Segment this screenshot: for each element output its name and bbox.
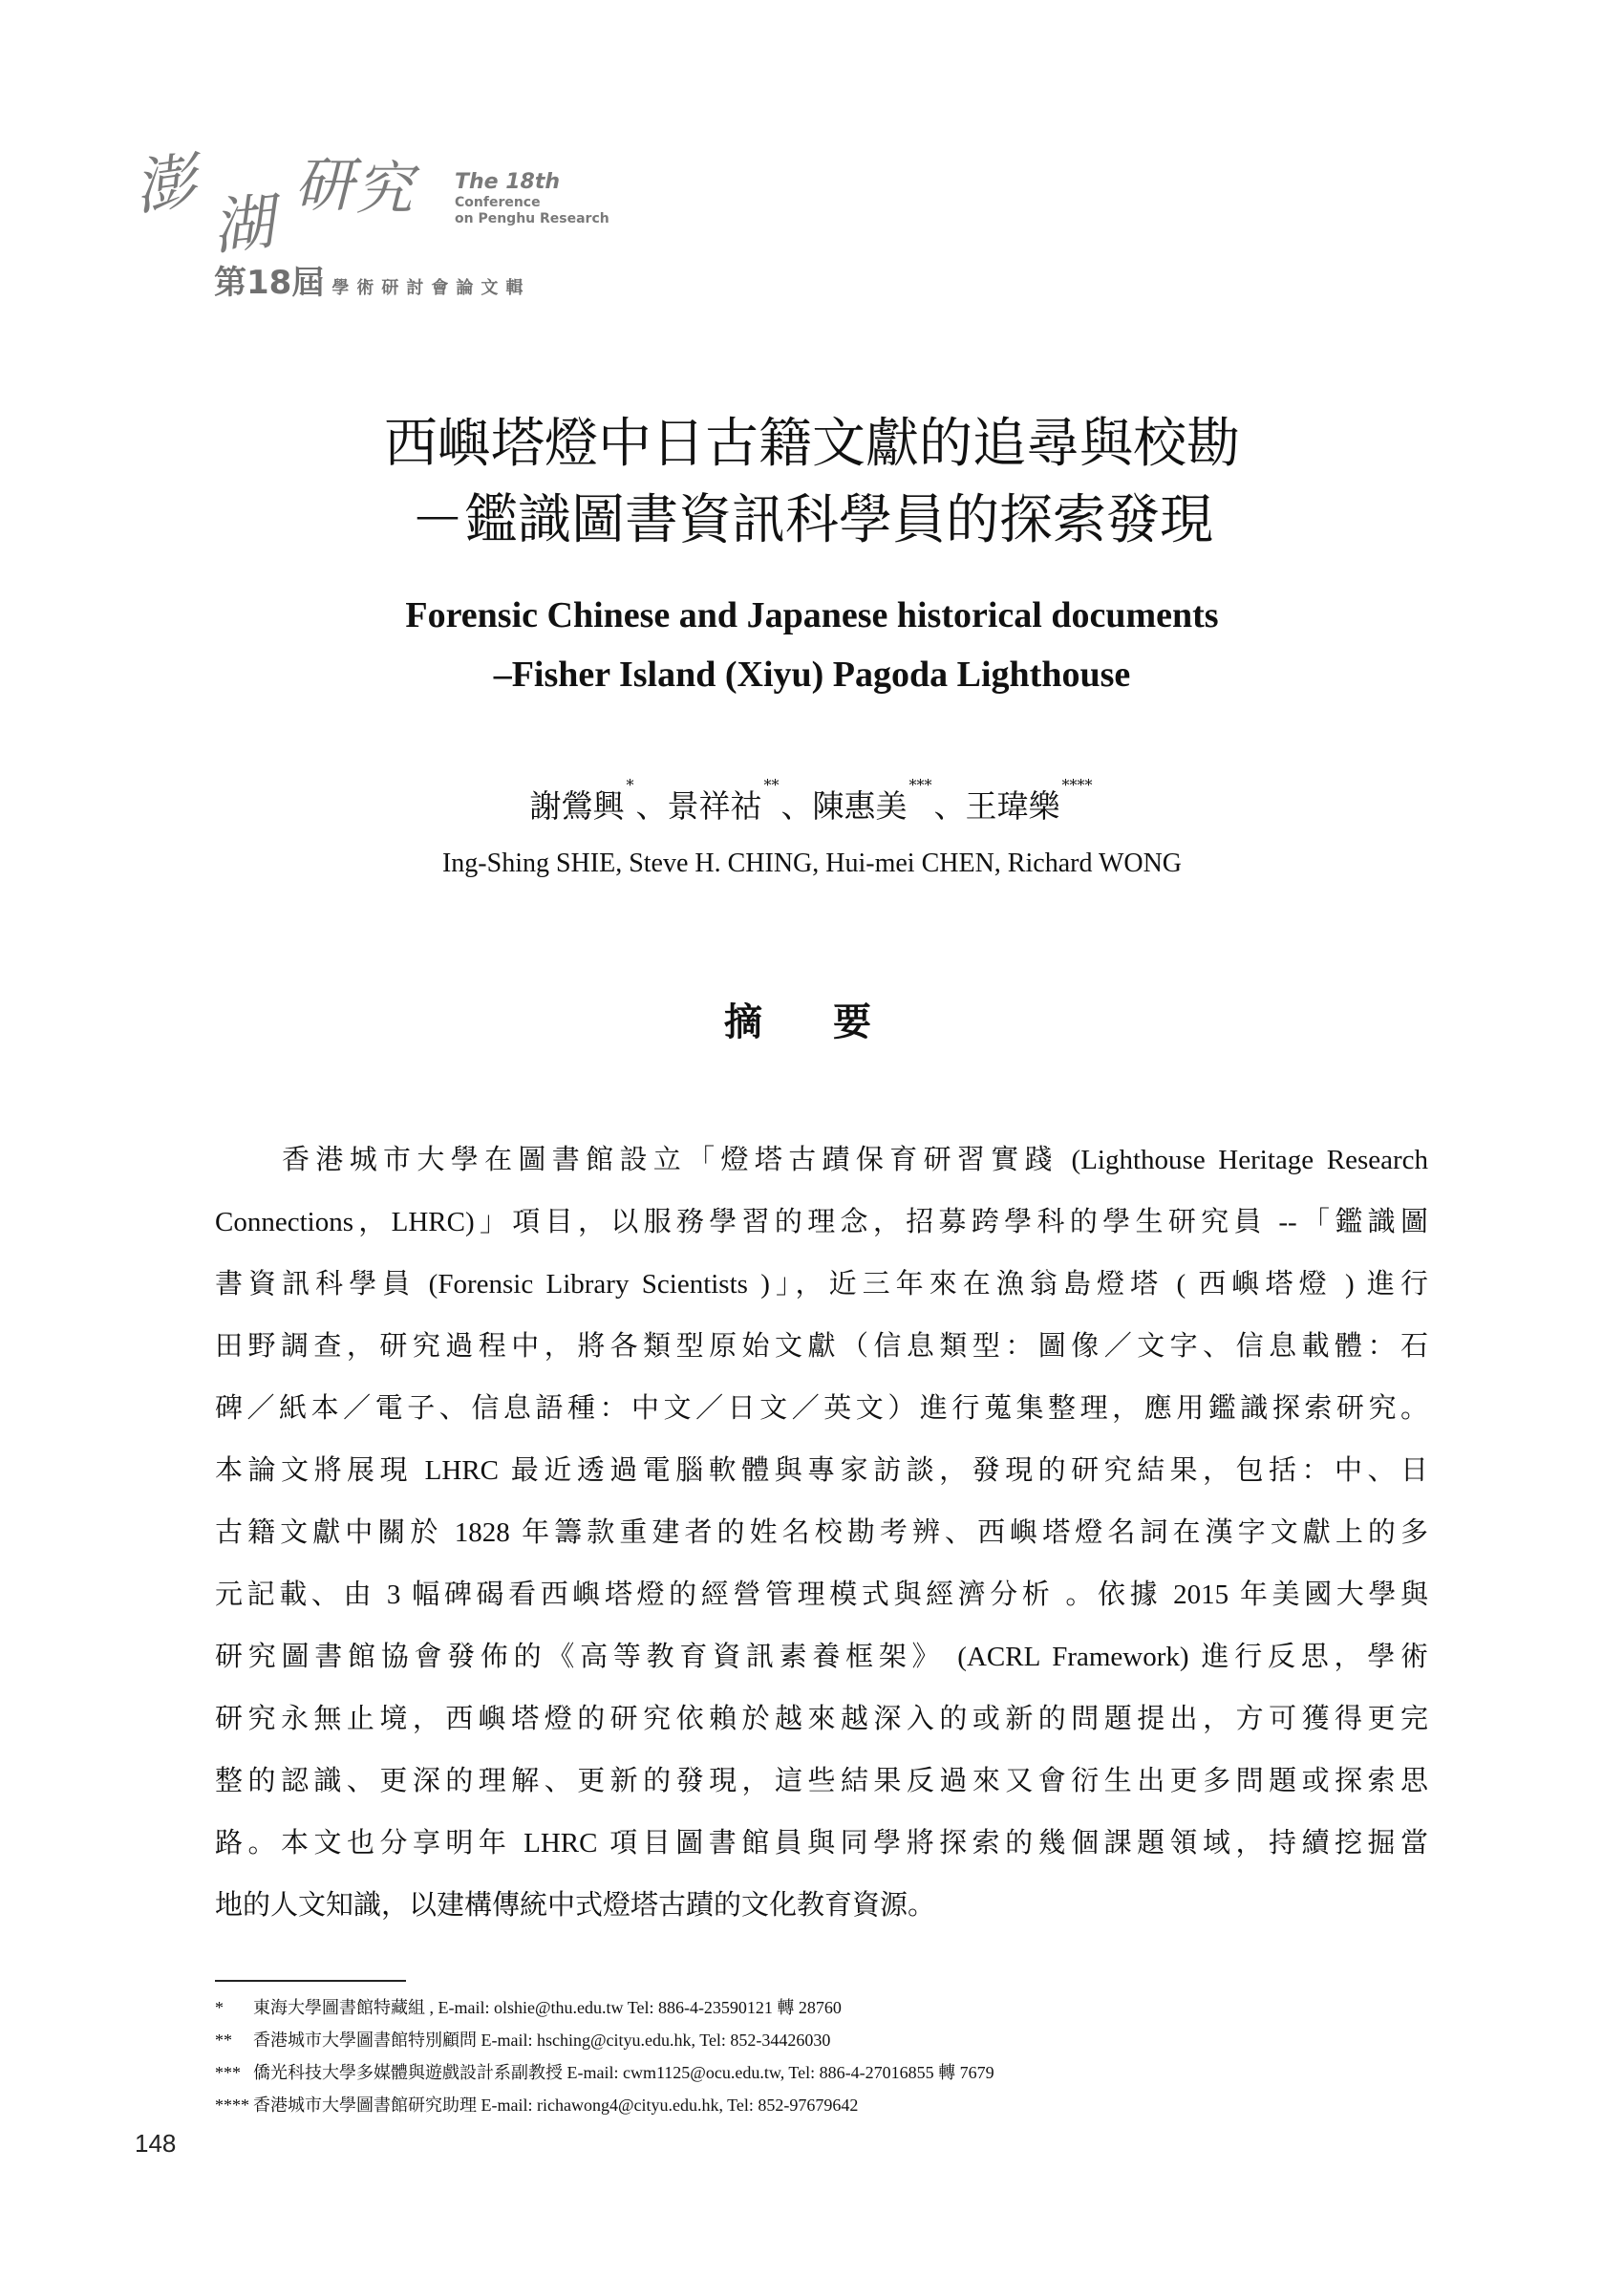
footnote-mark: **** <box>215 2095 249 2115</box>
footnote <box>215 2089 994 2121</box>
author-mark: **** <box>1061 776 1093 794</box>
logo-char: 研 <box>294 150 354 220</box>
footnotes <box>215 1991 994 2121</box>
footnote-text: 東海大學圖書館特藏組 , E-mail: olshie@thu.edu.tw Tel: 886-4-23590121 轉 28760 <box>253 1998 842 2017</box>
conference-line: on Penghu Research <box>455 211 609 227</box>
abstract-line: 田野調查，研究過程中，將各類型原始文獻（信息類型：圖像／文字、信息載體：石 <box>215 1331 1428 1362</box>
footnote-mark: ** <box>215 2031 232 2050</box>
abstract-line: 研究圖書館協會發佈的《高等教育資訊素養框架》 (ACRL Framework) 進行反思，學術 <box>215 1642 1428 1672</box>
author-name: 景祥祜 <box>667 787 762 825</box>
abstract-line: 書資訊科學員 (Forensic Library Scientists )」，近三年來在漁翁島燈塔 ( 西嶼塔燈 ) 進行 <box>215 1269 1428 1300</box>
edition-label: 第18屆 <box>214 264 325 302</box>
journal-header <box>129 122 630 302</box>
abstract-line: 地的人文知識，以建構傳統中式燈塔古蹟的文化教育資源。 <box>215 1890 936 1921</box>
abstract-line: 本論文將展現 LHRC 最近透過電腦軟體與專家訪談，發現的研究結果，包括：中、日 <box>215 1455 1428 1486</box>
footnote-text: 僑光科技大學多媒體與遊戲設計系副教授 E-mail: cwm1125@ocu.edu.tw, Tel: 886-4-27016855 轉 7679 <box>253 2063 994 2082</box>
abstract-line: 元記載、由 3 幅碑碣看西嶼塔燈的經營管理模式與經濟分析 。依據 2015 年美國大學與 <box>215 1580 1428 1610</box>
abstract-line: 古籍文獻中關於 1828 年籌款重建者的姓名校勘考辨、西嶼塔燈名詞在漢字文獻上的多 <box>215 1517 1428 1548</box>
author-name: 謝鶯興 <box>529 787 625 825</box>
conference-subtitle <box>214 256 530 303</box>
author-separator: 、 <box>635 787 668 825</box>
abstract-heading: 摘 要 <box>724 999 900 1044</box>
title-zh-line-1: 西嶼塔燈中日古籍文獻的追尋與校勘 <box>384 413 1240 475</box>
title-zh-line-2: －鑑識圖書資訊科學員的探索發現 <box>411 489 1213 551</box>
abstract-line: 整的認識、更深的理解、更新的發現，這些結果反過來又會衍生出更多問題或探索思 <box>215 1766 1428 1796</box>
author-mark: *** <box>908 776 932 794</box>
footnote <box>215 1991 994 2024</box>
footnote-mark: * <box>215 1998 224 2017</box>
logo-char: 究 <box>355 156 413 223</box>
author-name: 陳惠美 <box>812 787 908 825</box>
footnote <box>215 2056 994 2089</box>
abstract-body <box>215 1129 1428 1937</box>
author-separator: 、 <box>780 787 813 825</box>
author-separator: 、 <box>933 787 966 825</box>
abstract-line: 研究永無止境，西嶼塔燈的研究依賴於越來越深入的或新的問題提出，方可獲得更完 <box>215 1704 1428 1734</box>
proceedings-label: 學術研討會論文輯 <box>331 278 531 298</box>
authors-zh <box>0 776 1624 827</box>
author-mark: ** <box>763 776 780 794</box>
title-en-line-2: –Fisher Island (Xiyu) Pagoda Lighthouse <box>493 655 1131 695</box>
footnote-mark: *** <box>215 2063 241 2082</box>
abstract-line: 碑／紙本／電子、信息語種：中文／日文／英文）進行蒐集整理，應用鑑識探索研究。 <box>215 1393 1428 1424</box>
authors-en: Ing-Shing SHIE, Steve H. CHING, Hui-mei CHEN, Richard WONG <box>441 849 1183 878</box>
author-name: 王瑋樂 <box>965 787 1060 825</box>
footnote-rule <box>215 1980 406 1982</box>
abstract-line: 香港城市大學在圖書館設立「燈塔古蹟保育研習實踐 (Lighthouse Heritage Research <box>282 1145 1428 1175</box>
footnote-text: 香港城市大學圖書館特別顧問 E-mail: hsching@cityu.edu.hk, Tel: 852-34426030 <box>253 2031 831 2050</box>
footnote-text: 香港城市大學圖書館研究助理 E-mail: richawong4@cityu.edu.hk, Tel: 852-97679642 <box>253 2095 859 2115</box>
page-number: 148 <box>135 2129 177 2158</box>
title-en-line-1: Forensic Chinese and Japanese historical documents <box>405 595 1219 635</box>
logo-char: 湖 <box>208 186 278 265</box>
logo-char: 澎 <box>129 145 201 226</box>
footnote <box>215 2024 994 2056</box>
abstract-line: Connections，LHRC)」項目，以服務學習的理念，招募跨學科的學生研究員 --「鑑識圖 <box>215 1207 1428 1237</box>
conference-english <box>455 170 609 227</box>
conference-line: The 18th <box>455 170 561 194</box>
author-mark: * <box>626 776 634 794</box>
conference-line: Conference <box>455 195 541 211</box>
abstract-line: 路。本文也分享明年 LHRC 項目圖書館員與同學將探索的幾個課題領域，持續挖掘當 <box>215 1828 1428 1859</box>
